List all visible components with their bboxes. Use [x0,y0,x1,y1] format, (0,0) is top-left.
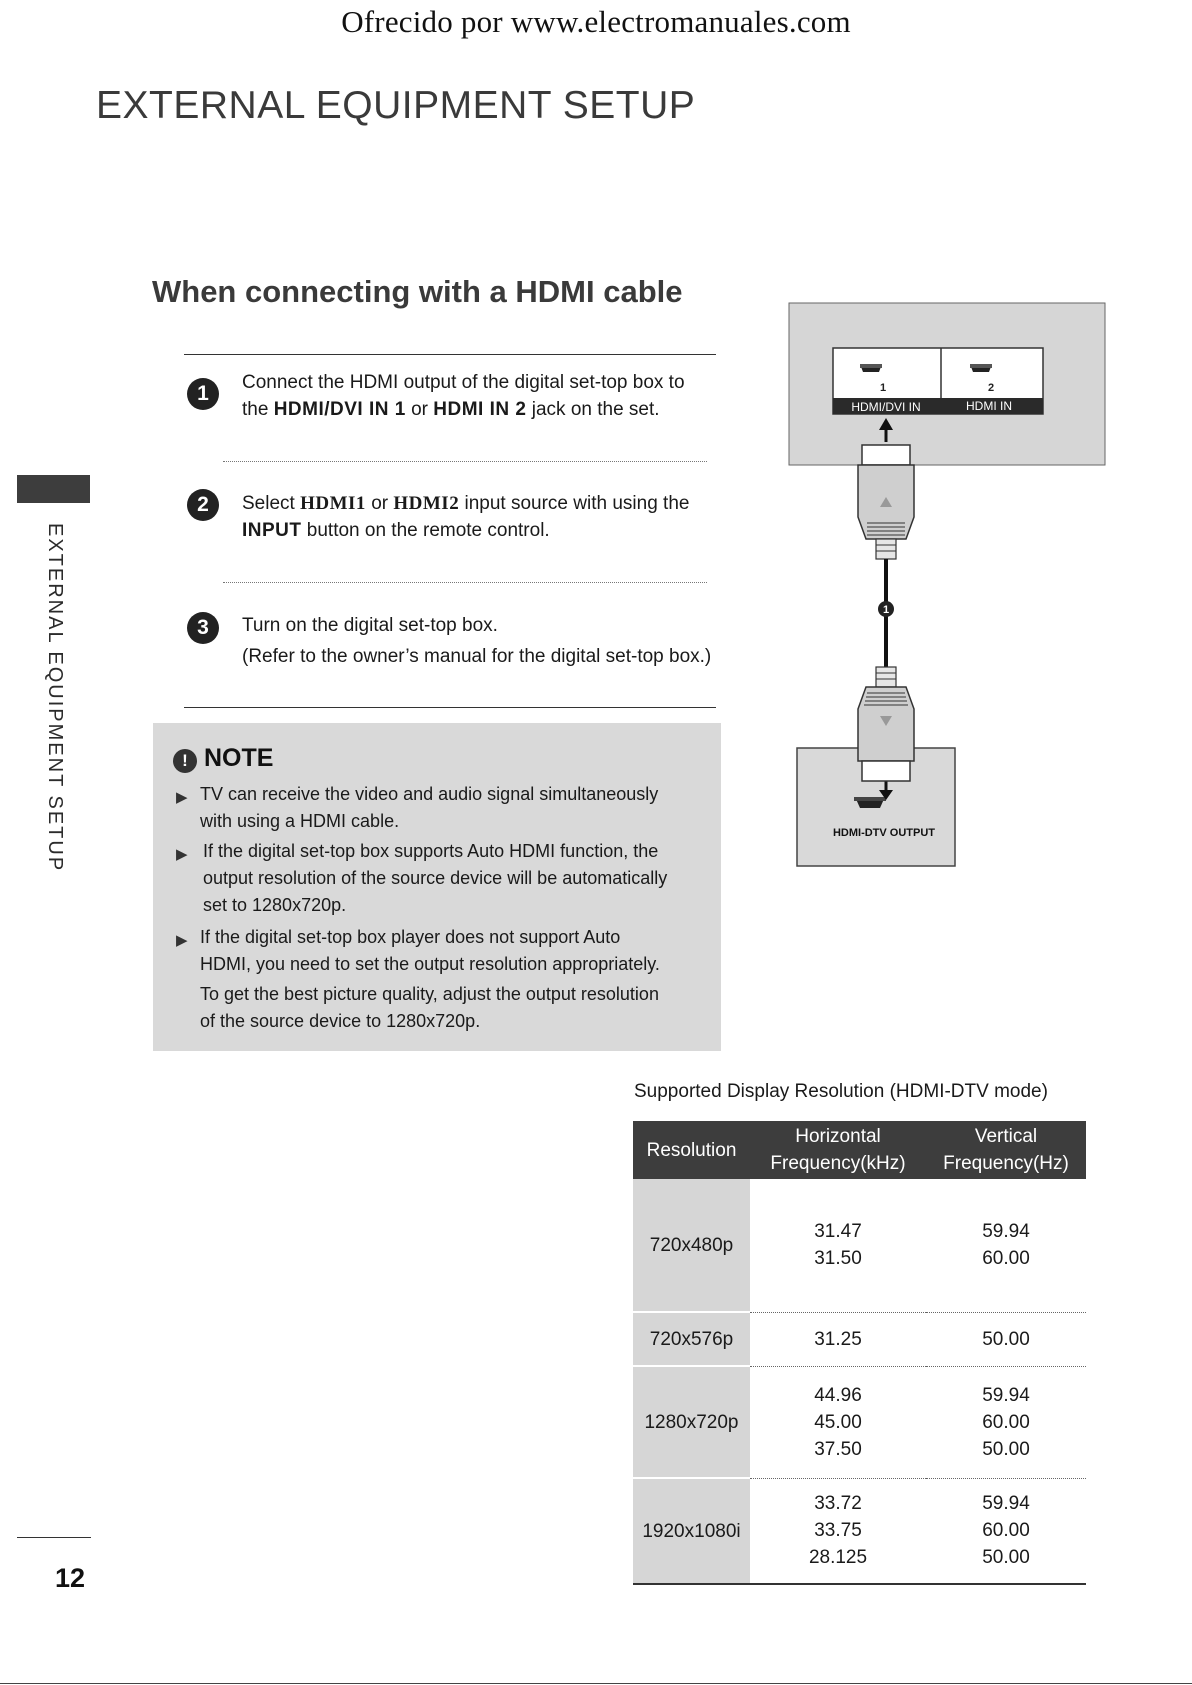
step-2-text [242,490,722,544]
header-horizontal-line-2: Frequency(kHz) [770,1153,906,1174]
step-2-line-1 [242,490,722,517]
sidebar-label: EXTERNAL EQUIPMENT SETUP [44,523,66,873]
note-item-2 [203,838,713,919]
bottom-rule [0,1683,1192,1684]
vertical-value: 59.94 [982,1384,1030,1406]
table-row [633,1179,1086,1312]
tv-port-1-number: 1 [879,382,887,394]
step-2-keyword-input: INPUT [242,520,302,541]
page-title: EXTERNAL EQUIPMENT SETUP [96,84,696,127]
page-number-rule [17,1537,91,1538]
note-item-line: with using a HDMI cable. [200,811,400,831]
step-2-text-segment: button on the remote control. [301,520,550,541]
step-divider [223,582,707,583]
horizontal-value: 33.75 [814,1520,862,1542]
upper-hdmi-plug-tip [862,445,910,465]
horizontal-value: 45.00 [814,1411,862,1433]
tv-port-2-number: 2 [987,382,995,394]
note-item-line: If the digital set-top box supports Auto HDMI function, the [203,841,659,861]
vertical-value: 60.00 [982,1520,1030,1542]
header-vertical-frequency [926,1121,1086,1179]
tv-port-2-label: HDMI IN [966,399,1012,413]
note-item-3 [200,924,715,1035]
step-3-badge: 3 [187,612,219,644]
row-resolution: 720x480p [633,1179,750,1312]
step-1-keyword-hdmi-in-2: HDMI IN 2 [433,399,527,420]
note-item-1 [200,781,710,835]
horizontal-value: 44.96 [814,1384,862,1406]
row-horizontal [750,1366,926,1478]
vertical-value: 60.00 [982,1248,1030,1270]
step-1-text [242,369,722,423]
vertical-value: 59.94 [982,1493,1030,1515]
play-bullet-icon: ▶ [176,789,188,806]
header-vertical-line-1: Vertical [974,1126,1038,1147]
step-3-text [242,612,732,670]
note-extra-line: To get the best picture quality, adjust the output resolution [200,984,659,1004]
step-1-badge: 1 [187,378,219,410]
note-item-line: If the digital set-top box player does not support Auto [200,927,621,947]
vertical-value: 50.00 [982,1438,1030,1460]
horizontal-value: 31.50 [814,1248,862,1270]
steps-top-rule [184,354,716,355]
steps-bottom-rule [184,707,716,708]
step-2-text-segment: Select [242,493,301,514]
horizontal-value: 37.50 [814,1438,862,1460]
exclamation-icon: ! [173,749,197,773]
row-vertical [926,1312,1086,1366]
step-1-text-segment: the [242,399,274,420]
note-item-line: set to 1280x720p. [203,895,347,915]
header-vertical-line-2: Frequency(Hz) [943,1153,1069,1174]
note-item-line: output resolution of the source device will be automatically [203,868,668,888]
step-3-line-2: (Refer to the owner’s manual for the digital set-top box.) [242,646,712,667]
row-resolution: 1920x1080i [633,1478,750,1584]
row-resolution: 720x576p [633,1312,750,1366]
table-header-row [633,1121,1086,1179]
table-caption: Supported Display Resolution (HDMI-DTV mode) [634,1081,1048,1102]
header-horizontal-line-1: Horizontal [795,1126,881,1147]
note-item-line: HDMI, you need to set the output resolution appropriately. [200,954,660,974]
table-row [633,1478,1086,1584]
play-bullet-icon: ▶ [176,932,188,949]
note-item-line: TV can receive the video and audio signal simultaneously [200,784,659,804]
row-horizontal [750,1179,926,1312]
horizontal-value: 33.72 [814,1493,862,1515]
vertical-value: 60.00 [982,1411,1030,1433]
step-2-keyword-hdmi1: HDMI1 [300,493,366,514]
note-extra-line: of the source device to 1280x720p. [200,1011,481,1031]
device-output-label: HDMI-DTV OUTPUT [832,827,936,839]
row-vertical [926,1179,1086,1312]
resolution-table [633,1121,1086,1585]
header-horizontal-frequency [750,1121,926,1179]
play-bullet-icon: ▶ [176,846,188,863]
step-2-keyword-hdmi2: HDMI2 [393,493,460,514]
step-1-text-segment: jack on the set. [526,399,660,420]
row-resolution: 1280x720p [633,1366,750,1478]
step-2-text-segment: or [365,493,394,514]
note-title: NOTE [204,744,274,772]
vertical-value: 50.00 [982,1547,1030,1569]
vertical-value: 50.00 [982,1328,1030,1350]
horizontal-value: 31.47 [814,1221,862,1243]
step-1-line-1: Connect the HDMI output of the digital set-top box to [242,372,685,393]
step-2-line-2 [242,517,722,544]
tv-port-1-label: HDMI/DVI IN [851,400,921,414]
step-2-text-segment: input source with using the [459,493,690,514]
step-divider [223,461,707,462]
vertical-value: 59.94 [982,1221,1030,1243]
table-row [633,1312,1086,1366]
row-horizontal [750,1312,926,1366]
row-vertical [926,1478,1086,1584]
table-row [633,1366,1086,1478]
step-2-badge: 2 [187,489,219,521]
section-title: When connecting with a HDMI cable [152,274,683,309]
row-horizontal [750,1478,926,1584]
horizontal-value: 31.25 [814,1328,862,1350]
row-vertical [926,1366,1086,1478]
header-resolution: Resolution [633,1121,750,1179]
sidebar-tab-marker [17,475,90,503]
step-1-line-2 [242,396,722,423]
step-1-text-segment: or [405,399,434,420]
page-number: 12 [55,1563,86,1593]
step-3-line-1: Turn on the digital set-top box. [242,615,498,636]
cable-step-number: 1 [882,604,890,616]
step-1-keyword-hdmi-dvi-in-1: HDMI/DVI IN 1 [273,399,406,420]
lower-hdmi-plug-tip [862,761,910,781]
watermark: Ofrecido por www.electromanuales.com [341,4,851,39]
hdmi-connection-diagram [780,300,1110,870]
horizontal-value: 28.125 [808,1547,868,1569]
